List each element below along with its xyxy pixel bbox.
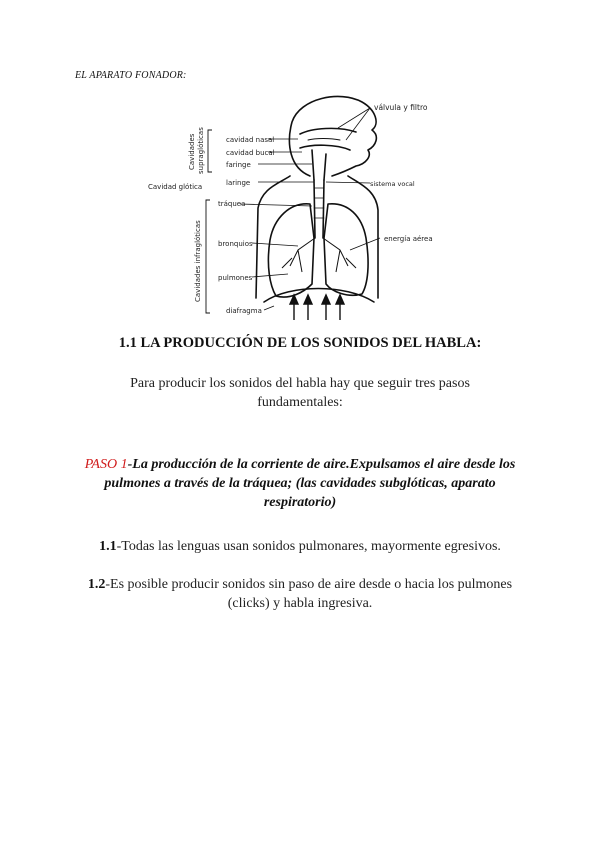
- point-1-2-text: -Es posible producir sonidos sin paso de aire desde o hacia los pulmones (clicks) y habla ingresiva.: [105, 577, 513, 611]
- label-energia-aerea: energía aérea: [384, 235, 433, 243]
- torso-outline: [256, 176, 378, 298]
- label-cavidad-glotica: Cavidad glótica: [148, 183, 203, 191]
- vocal-apparatus-diagram: [140, 88, 460, 320]
- label-faringe: faringe: [226, 161, 251, 169]
- label-supra-2: supraglóticas: [197, 127, 205, 174]
- pharynx: [312, 150, 326, 180]
- point-1-1-text: -Todas las lenguas usan sonidos pulmonares, mayormente egresivos.: [116, 539, 501, 554]
- paso-1-lead: PASO 1: [84, 457, 128, 472]
- airflow-arrows: [290, 295, 344, 320]
- label-infragloticas: Cavidades infraglóticas: [194, 220, 202, 302]
- label-laringe: laringe: [226, 179, 251, 187]
- brackets: [206, 130, 212, 313]
- document-header: EL APARATO FONADOR:: [75, 70, 187, 81]
- label-valvula: válvula y filtro: [374, 103, 428, 112]
- paso-1-paragraph: [70, 455, 530, 512]
- intro-paragraph: Para producir los sonidos del habla hay que seguir tres pasos fundamentales:: [130, 376, 470, 410]
- diagram-svg: [140, 88, 460, 320]
- bronchi: [282, 238, 356, 272]
- label-bronquios: bronquios: [218, 240, 253, 248]
- oral-cavity: [300, 145, 350, 150]
- section-title: 1.1 LA PRODUCCIÓN DE LOS SONIDOS DEL HABLA:: [118, 335, 482, 351]
- point-1-2: [70, 575, 530, 613]
- label-supra-1: Cavidades: [188, 133, 196, 170]
- point-1-1-number: 1.1: [99, 539, 117, 554]
- point-1-1: [70, 537, 530, 556]
- paso-1-text: -La producción de la corriente de aire.Expulsamos el aire desde los pulmones a través de la tráquea; (las cavidades subglóticas, aparato respiratorio): [104, 457, 516, 510]
- point-1-2-number: 1.2: [87, 577, 106, 592]
- label-traquea: tráquea: [218, 200, 246, 208]
- label-diafragma: diafragma: [226, 307, 262, 315]
- right-lung: [324, 204, 368, 295]
- label-cavidad-bucal: cavidad bucal: [226, 149, 275, 157]
- label-sistema-vocal: sistema vocal: [370, 180, 415, 188]
- nasal-cavity: [300, 128, 356, 134]
- label-pulmones: pulmones: [218, 274, 253, 282]
- trachea: [314, 180, 324, 238]
- left-lung: [268, 204, 314, 297]
- label-cavidad-nasal: cavidad nasal: [226, 136, 275, 144]
